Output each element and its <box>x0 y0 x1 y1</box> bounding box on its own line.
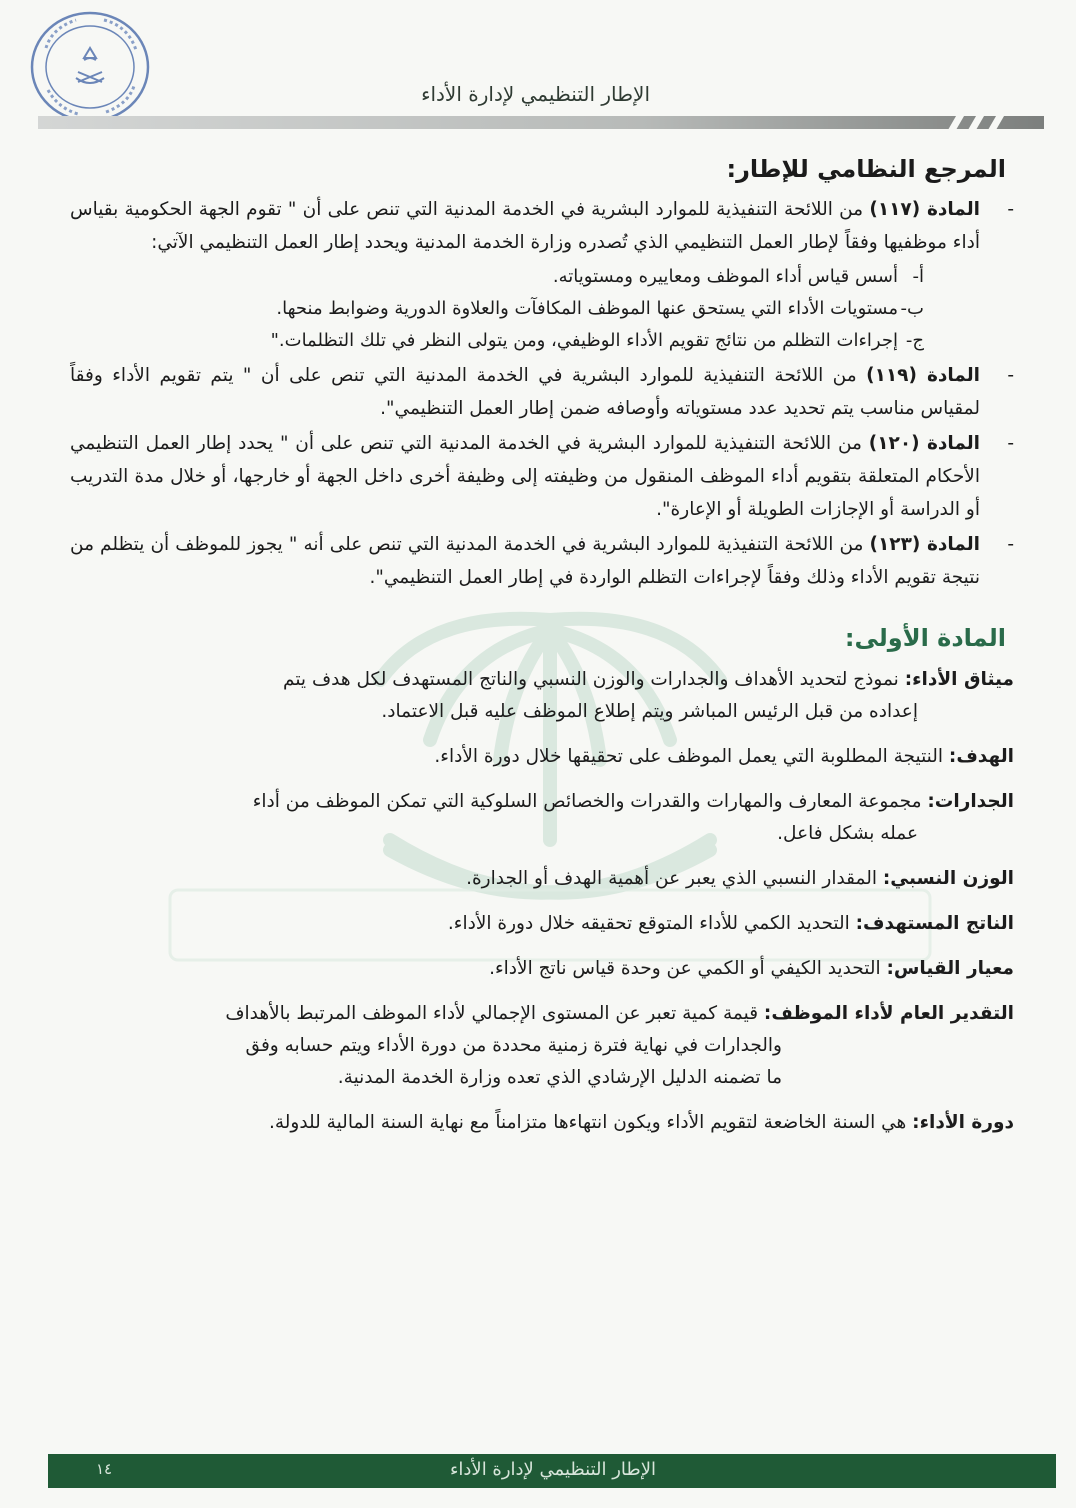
definition-target-output <box>70 908 1014 940</box>
definition-text: هي السنة الخاضعة لتقويم الأداء ويكون انتهاءها متزامناً مع نهاية السنة المالية للدولة. <box>268 1112 913 1133</box>
article-text: من اللائحة التنفيذية للموارد البشرية في الخدمة المدنية التي تنص على أن " يحدد إطار العمل التنظيمي الأحكام المتعلقة بتقويم أداء الموظف المنقول من وظيفته إلى وظيفة أخرى داخل الجهة أو خارجها، أو خلال مدة التدريب أو الدراسة أو الإجازات الطويلة أو الإعارة". <box>70 433 980 520</box>
definition-term: الناتج المستهدف: <box>855 913 1014 934</box>
bullet-dash: - <box>1007 365 1014 386</box>
definition-text: التحديد الكمي للأداء المتوقع تحقيقه خلال دورة الأداء. <box>447 913 856 934</box>
sub-item <box>70 293 924 325</box>
definition-performance-charter <box>70 664 1014 728</box>
page-number: ١٤ <box>96 1460 113 1478</box>
definition-text: قيمة كمية تعبر عن المستوى الإجمالي لأداء الموظف المرتبط بالأهداف <box>225 1003 764 1024</box>
definition-relative-weight <box>70 863 1014 895</box>
definition-term: الوزن النسبي: <box>882 868 1014 889</box>
article-text: من اللائحة التنفيذية للموارد البشرية في الخدمة المدنية التي تنص على أن " يتم تقويم الأداء وفقاً لمقياس مناسب يتم تحديد عدد مستوياته وأوصافه ضمن إطار العمل التنظيمي". <box>70 365 980 419</box>
definition-text: النتيجة المطلوبة التي يعمل الموظف على تحقيقها خلال دورة الأداء. <box>434 746 949 767</box>
header-stripes <box>938 110 1038 134</box>
definition-continuation: والجدارات في نهاية فترة زمنية محددة من دورة الأداء ويتم حسابه وفق <box>245 1035 782 1056</box>
sub-item-text: مستويات الأداء التي يستحق عنها الموظف المكافآت والعلاوة الدورية وضوابط منحها. <box>276 298 898 319</box>
article-label: المادة (١١٩) <box>866 365 980 386</box>
definition-performance-cycle <box>70 1107 1014 1139</box>
sub-item-marker: ب- <box>900 298 924 319</box>
definition-continuation: إعداده من قبل الرئيس المباشر ويتم إطلاع الموظف عليه قبل الاعتماد. <box>381 701 918 722</box>
article-117-item <box>70 193 1014 259</box>
article-label: المادة (١١٧) <box>869 199 980 220</box>
definition-text: المقدار النسبي الذي يعبر عن أهمية الهدف أو الجدارة. <box>466 868 883 889</box>
definition-text: نموذج لتحديد الأهداف والجدارات والوزن النسبي والناتج المستهدف لكل هدف يتم <box>283 669 905 690</box>
footer-title: الإطار التنظيمي لإدارة الأداء <box>449 1459 656 1480</box>
sub-item <box>70 261 924 293</box>
section-heading-legal-reference: المرجع النظامي للإطار: <box>726 155 1006 183</box>
sub-list <box>70 261 1014 357</box>
sub-item-marker: أ- <box>912 266 924 287</box>
definition-term: الهدف: <box>948 746 1014 767</box>
bullet-dash: - <box>1007 433 1014 454</box>
main-content <box>70 155 1014 1152</box>
definition-continuation: عمله بشكل فاعل. <box>777 823 918 844</box>
header-title: الإطار التنظيمي لإدارة الأداء <box>421 82 650 106</box>
definition-text: مجموعة المعارف والمهارات والقدرات والخصائص السلوكية التي تمكن الموظف من أداء <box>252 791 928 812</box>
sub-item-text: أسس قياس أداء الموظف ومعاييره ومستوياته. <box>552 266 898 287</box>
definition-term: الجدارات: <box>927 791 1014 812</box>
definition-competencies <box>70 786 1014 850</box>
footer-bar <box>48 1454 1056 1488</box>
article-label: المادة (١٢٠) <box>868 433 981 454</box>
article-text: من اللائحة التنفيذية للموارد البشرية في الخدمة المدنية التي تنص على أنه " يجوز للموظف أن يتظلم من نتيجة تقويم الأداء وذلك وفقاً لإجراءات التظلم الواردة في إطار العمل التنظيمي". <box>70 534 980 588</box>
ministry-seal-stamp <box>26 8 154 126</box>
sub-item <box>70 325 924 357</box>
article-120-item <box>70 427 1014 526</box>
header-bar <box>38 116 1044 129</box>
sub-item-text: إجراءات التظلم من نتائج تقويم الأداء الوظيفي، ومن يتولى النظر في تلك التظلمات." <box>270 330 898 351</box>
definition-term: دورة الأداء: <box>912 1112 1014 1133</box>
definition-continuation: ما تضمنه الدليل الإرشادي الذي تعده وزارة الخدمة المدنية. <box>337 1067 782 1088</box>
definition-measurement-standard <box>70 953 1014 985</box>
article-label: المادة (١٢٣) <box>869 534 980 555</box>
definition-term: معيار القياس: <box>886 958 1014 979</box>
article-text: من اللائحة التنفيذية للموارد البشرية في الخدمة المدنية التي تنص على أن " تقوم الجهة الحكومية بقياس أداء موظفيها وفقاً لإطار العمل التنظيمي الذي تُصدره وزارة الخدمة المدنية ويحدد إطار العمل التنظيمي الآتي: <box>70 199 980 253</box>
definition-overall-rating <box>70 998 1014 1094</box>
bullet-dash: - <box>1007 199 1014 220</box>
article-123-item <box>70 528 1014 594</box>
definition-text: التحديد الكيفي أو الكمي عن وحدة قياس ناتج الأداء. <box>489 958 887 979</box>
definition-term: التقدير العام لأداء الموظف: <box>763 1003 1014 1024</box>
sub-item-marker: ج- <box>905 330 924 351</box>
definition-goal <box>70 741 1014 773</box>
bullet-dash: - <box>1007 534 1014 555</box>
section-heading-article-one: المادة الأولى: <box>844 624 1006 652</box>
article-119-item <box>70 359 1014 425</box>
definition-term: ميثاق الأداء: <box>904 669 1014 690</box>
